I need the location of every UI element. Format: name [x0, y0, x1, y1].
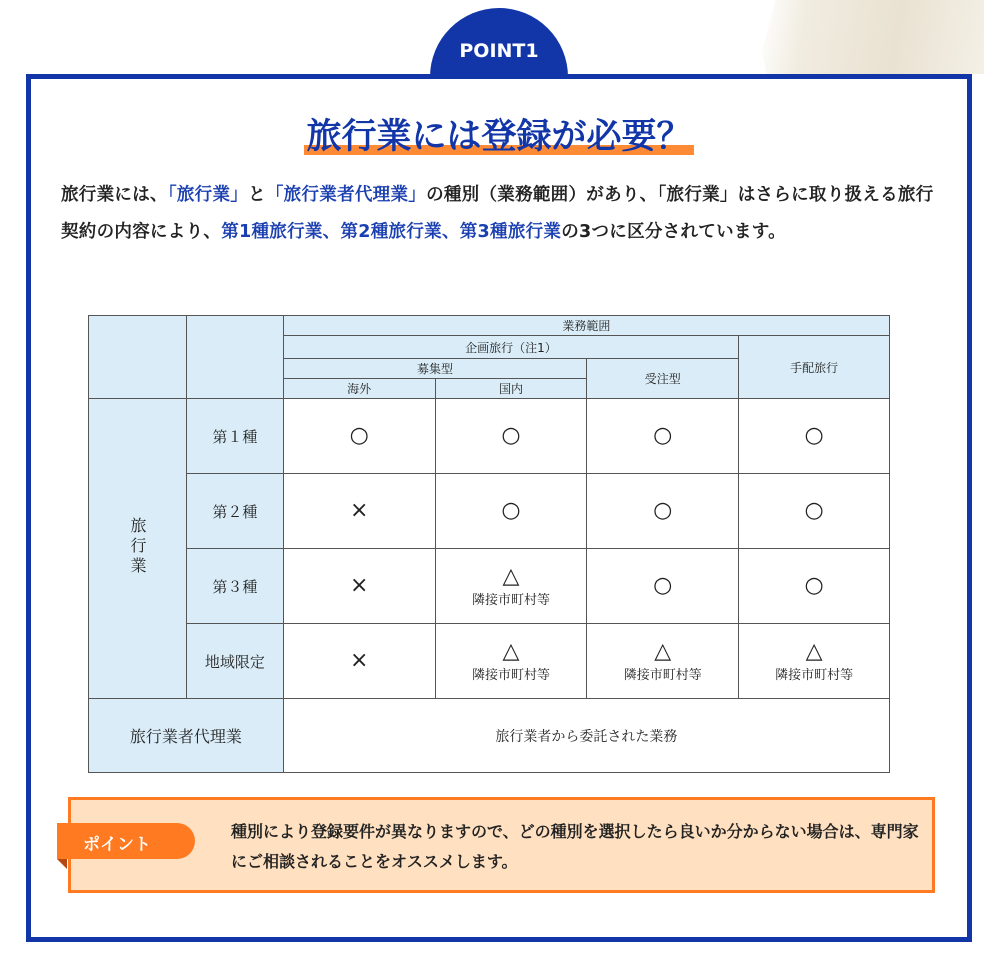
agent-label: 旅行業者代理業 — [89, 699, 284, 773]
table-row — [89, 624, 890, 699]
availability-mark: △ — [805, 638, 823, 664]
availability-mark: ○ — [804, 498, 824, 523]
point-badge: POINT1 — [430, 8, 568, 98]
scope-cell — [283, 474, 435, 549]
section-title: 旅行業には登録が必要？ — [31, 109, 967, 159]
availability-mark: △ — [654, 638, 672, 664]
cell-note: 隣接市町村等 — [471, 592, 550, 608]
scope-cell — [283, 624, 435, 699]
header-scope: 業務範囲 — [283, 316, 889, 336]
scope-cell — [283, 399, 435, 474]
availability-mark: ○ — [501, 498, 521, 523]
table-row — [89, 399, 890, 474]
availability-mark: △ — [502, 638, 520, 664]
availability-mark: × — [349, 498, 369, 523]
scope-cell — [435, 624, 587, 699]
header-kikaku: 企画旅行（注1） — [283, 336, 738, 359]
content-frame — [26, 74, 972, 942]
availability-mark: ○ — [349, 423, 369, 448]
scope-cell — [739, 399, 890, 474]
scope-cell — [587, 474, 739, 549]
scope-cell — [283, 549, 435, 624]
cell-note: 隣接市町村等 — [623, 667, 702, 683]
scope-cell — [435, 549, 587, 624]
row-label: 第２種 — [186, 474, 283, 549]
header-tehai: 手配旅行 — [739, 336, 890, 399]
scope-cell — [435, 474, 587, 549]
cell-note: 隣接市町村等 — [775, 667, 854, 683]
group-label: 旅行業 — [89, 399, 187, 699]
row-label: 第３種 — [186, 549, 283, 624]
availability-mark: ○ — [501, 423, 521, 448]
cell-note: 隣接市町村等 — [471, 667, 550, 683]
scope-cell — [435, 399, 587, 474]
scope-cell — [739, 549, 890, 624]
availability-mark: × — [349, 648, 369, 673]
scope-cell — [587, 399, 739, 474]
point-text: 種別により登録要件が異なりますので、どの種別を選択したら良いか分からない場合は、専門家にご相談されることをオススメします。 — [231, 822, 919, 871]
availability-mark: △ — [502, 563, 520, 589]
row-label: 地域限定 — [186, 624, 283, 699]
agent-value: 旅行業者から委託された業務 — [283, 699, 889, 773]
table-row — [89, 474, 890, 549]
decorative-photo — [762, 0, 984, 74]
availability-mark: ○ — [804, 573, 824, 598]
intro-text: 旅行業には、「旅行業」と「旅行業者代理業」の種別（業務範囲）があり、「旅行業」はさらに取り扱える旅行契約の内容により、第1種旅行業、第2種旅行業、第3種旅行業の3つに区分されています。 — [61, 185, 934, 242]
availability-mark: × — [349, 573, 369, 598]
header-kokunai: 国内 — [435, 379, 587, 399]
availability-mark: ○ — [653, 573, 673, 598]
availability-mark: ○ — [653, 498, 673, 523]
availability-mark: ○ — [804, 423, 824, 448]
point-tag: ポイント — [57, 823, 195, 859]
business-scope-table — [88, 315, 890, 773]
header-kaigai: 海外 — [283, 379, 435, 399]
scope-cell — [739, 474, 890, 549]
table-row — [89, 549, 890, 624]
scope-cell — [739, 624, 890, 699]
availability-mark: ○ — [653, 423, 673, 448]
row-label: 第１種 — [186, 399, 283, 474]
scope-cell — [587, 624, 739, 699]
header-boshu: 募集型 — [283, 359, 587, 379]
header-juchu: 受注型 — [587, 359, 739, 399]
scope-cell — [587, 549, 739, 624]
